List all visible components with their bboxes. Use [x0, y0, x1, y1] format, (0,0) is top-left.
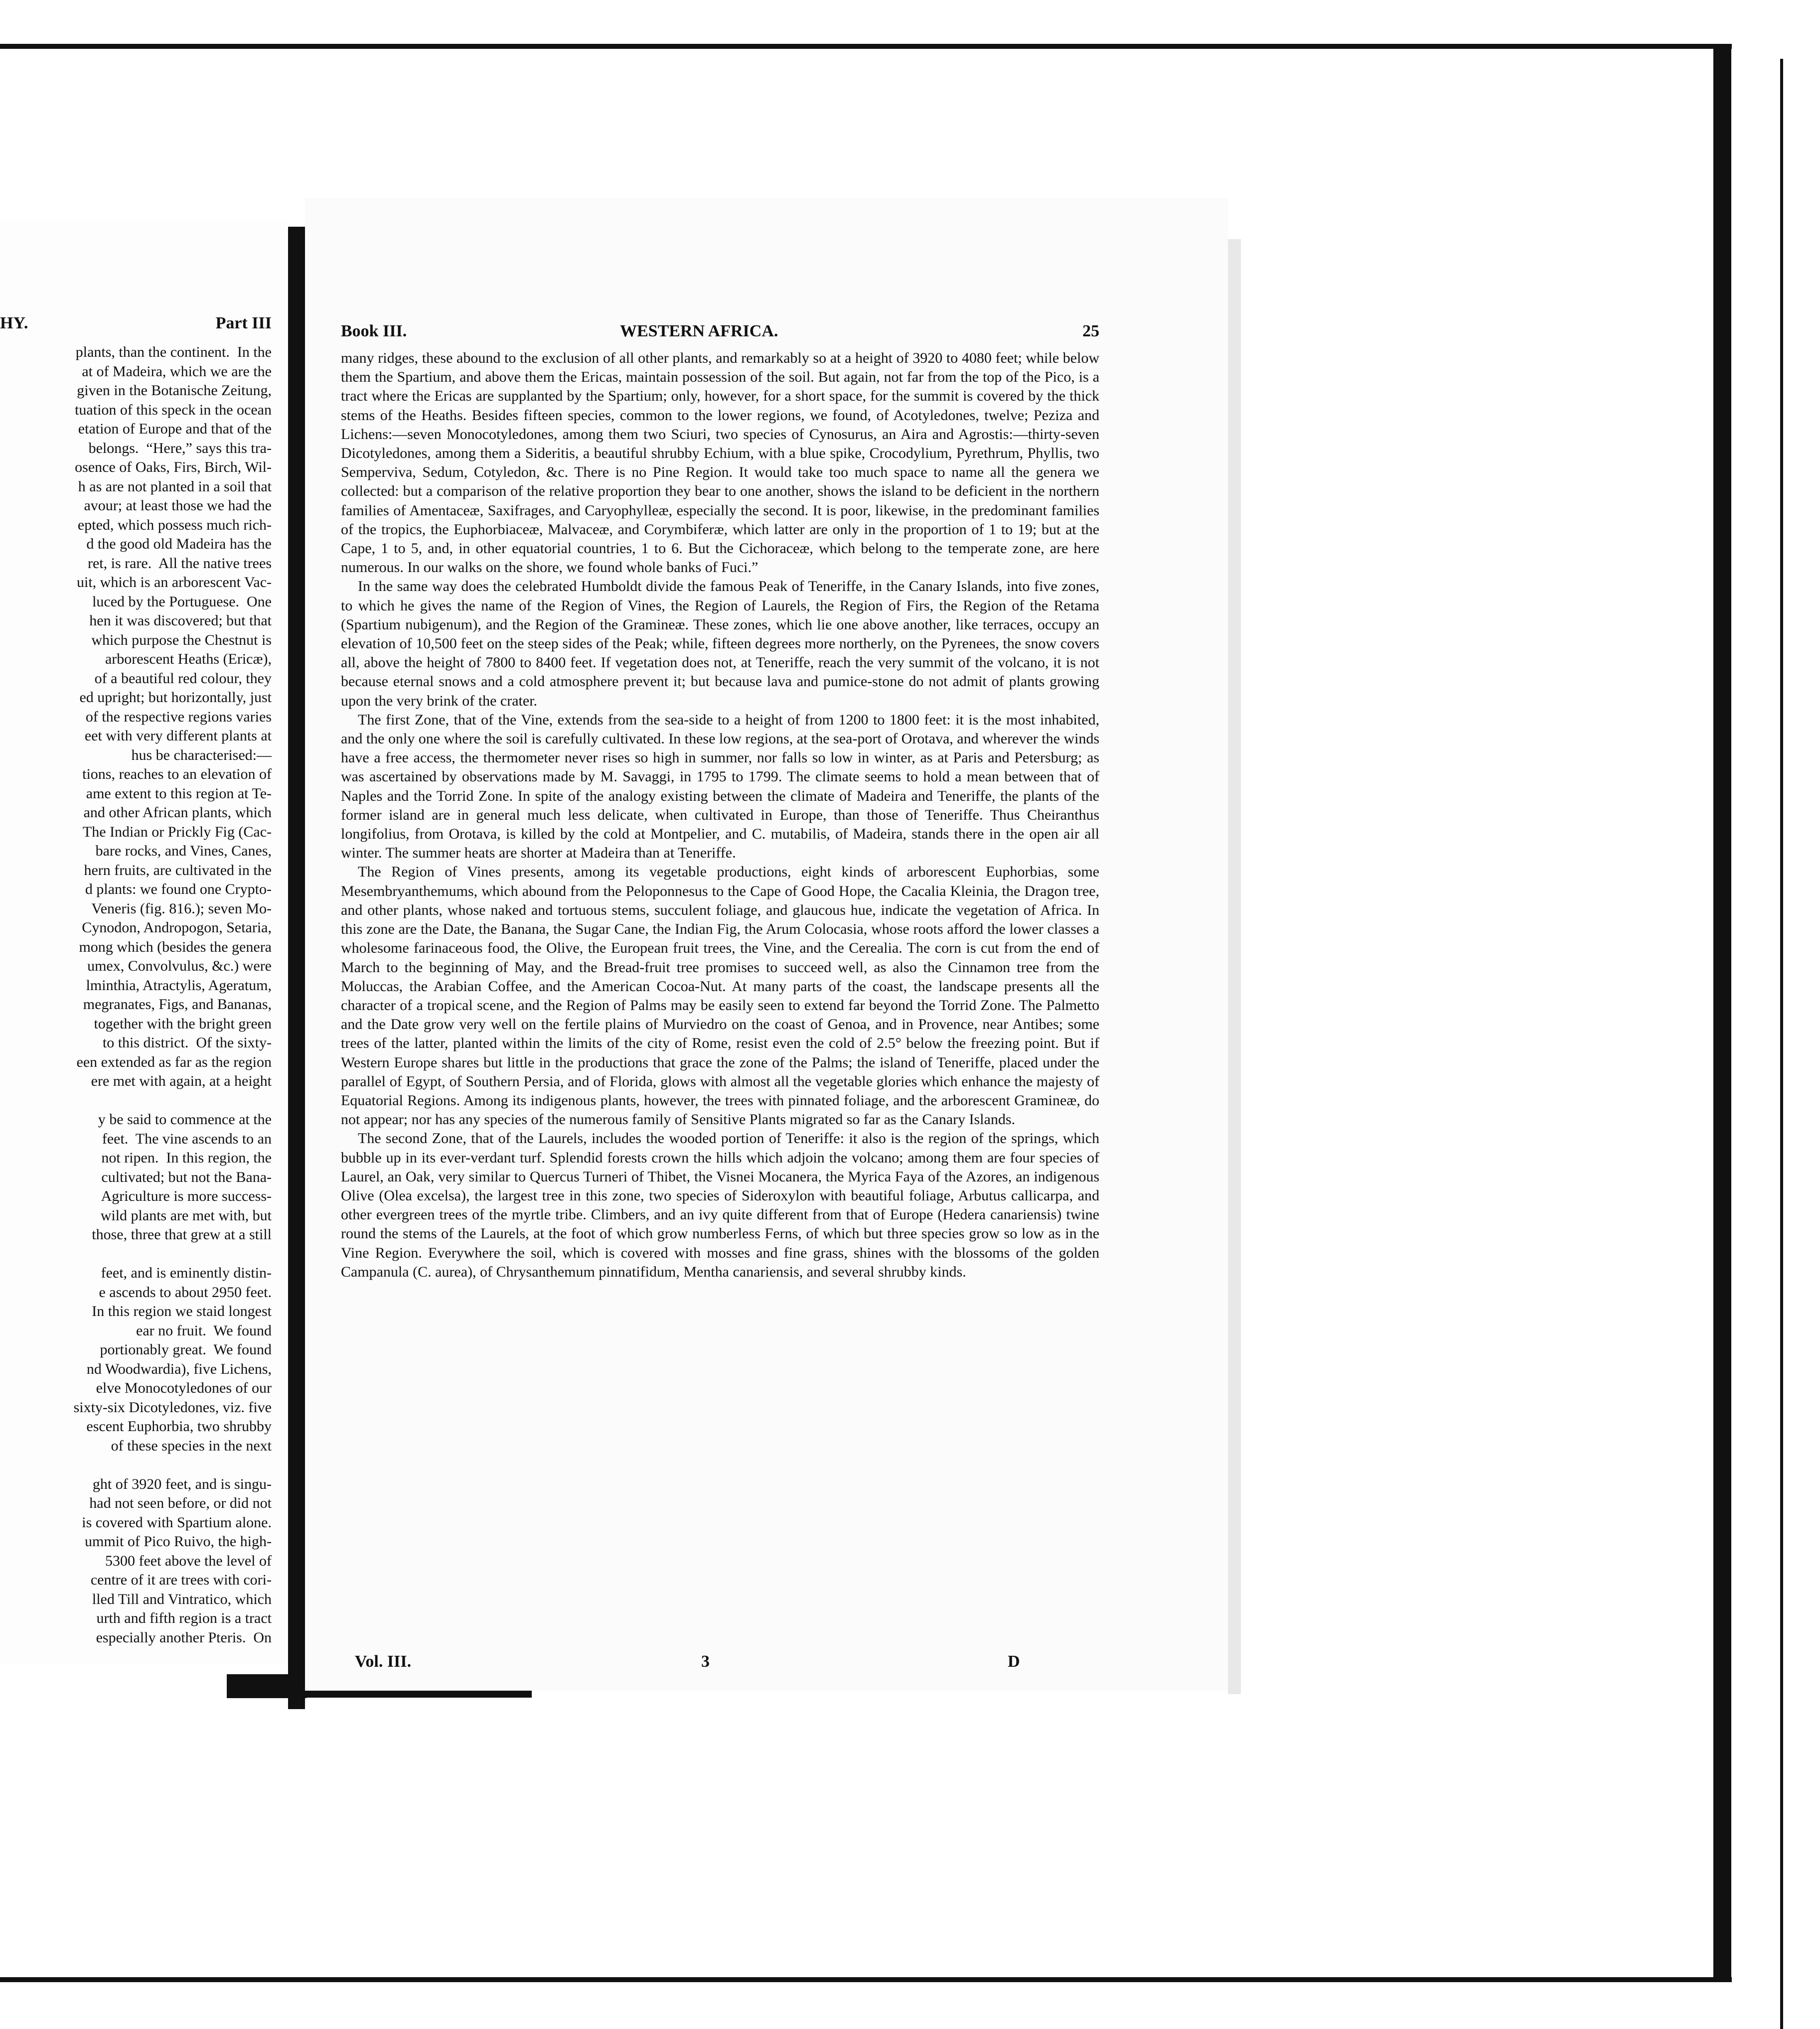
paragraph: The second Zone, that of the Laurels, includes the wooded portion of Teneriffe: it also is the region of the springs, which bubble up in its ever-verdant turf. Splendid forests crown the hills which adjoin the volcano; among them are four species of Laurel, an Oak, very similar to Quercus Turneri of Thibet, the Visnei Mocanera, the Myrica Faya of the Azores, an indigenous Olive (Olea excelsa), the largest tree in this zone, two species of Sideroxylon with beautiful foliage, Arbutus callicarpa, and other evergreen trees of the myrtle tribe. Climbers, and an ivy quite different from that of Europe (Hedera canariensis) twine round the stems of the Laurels, at the foot of which grow numberless Ferns, of which but three species grow so low as in the Vine Region. Everywhere the soil, which is covered with mosses and fine grass, shines with the blossoms of the golden Campanula (C. aurea), of Chrysanthemum pinnatifidum, Mentha canariensis, and several shrubby kinds.	[341, 1130, 1099, 1280]
left-text-line	[0, 1091, 272, 1111]
left-text-line: those, three that grew at a still	[92, 1226, 272, 1243]
paragraph: many ridges, these abound to the exclusion of all other plants, and remarkably so at a height of 3920 to 4080 feet; while below them the Spartium, and above them the Ericas, maintain possession of the soil. But again, not far from the top of the Pico, is a tract where the Ericas are supplanted by the Spartium; only, however, for a short space, for the summit is covered by the thick stems of the Heaths. Besides fifteen species, common to the lower regions, we found, of Acotyledones, twelve; Peziza and Lichens:—seven Monocotyledones, among them two Sciuri, two species of Cynosurus, an Aira and Agrostis:—thirty-seven Dicotyledones, among them a Sideritis, a beautiful shrubby Echium, with a blue spike, Crocodylium, Pyrethrum, Phyllis, two Semperviva, Sedum, Cotyledon, &c. There is no Pine Region. It would take too much space to name all the genera we collected: but a comparison of the relative proportion they bear to one another, shows the island to be deficient in the northern families of Amentaceæ, Saxifrages, and Caryophylleæ, especially the second. It is poor, likewise, in the predominant families of the tropics, the Euphorbiaceæ, Malvaceæ, and Corymbiferæ, which latter are only in the proportion of 1 to 19; but at the Cape, 1 to 5, and, in other equatorial countries, 1 to 6. But the Cichoraceæ, which belong to the temperate zone, are here numerous. In our walks on the shore, we found whole banks of Fuci.”	[341, 350, 1099, 576]
left-text-line: escent Euphorbia, two shrubby	[86, 1418, 272, 1435]
left-text-line: h as are not planted in a soil that	[78, 478, 272, 495]
paragraph: The first Zone, that of the Vine, extends from the sea-side to a height of from 1200 to 1800 feet: it is the most inhabited, and the only one where the soil is carefully cultivated. In these low regions, at the sea-port of Orotava, and wherever the winds have a free access, the thermometer never rises so high in summer, nor falls so low in winter, as at Paris and Petersburg; as was ascertained by observations made by M. Savaggi, in 1795 to 1799. The climate seems to hold a mean between that of Naples and the Torrid Zone. In spite of the analogy existing between the climate of Madeira and Teneriffe, the plants of the former island are in general much less delicate, when cultivated in Europe, than those of Teneriffe. Thus Cheiranthus longifolius, from Orotava, is killed by the cold at Montpelier, and C. mutabilis, of Madeira, stands there in the open air all winter. The summer heats are shorter at Madeira than at Teneriffe.	[341, 711, 1100, 862]
volume-label: Vol. III.	[355, 1652, 412, 1671]
left-text-line: The Indian or Prickly Fig (Cac-	[82, 823, 272, 840]
left-text-line: ummit of Pico Ruivo, the high-	[85, 1533, 272, 1550]
left-text-line: especially another Pteris. On	[96, 1629, 272, 1646]
left-text-line: ed upright; but horizontally, just	[79, 689, 272, 706]
left-text-line: mong which (besides the genera	[79, 938, 272, 955]
left-text-line: epted, which possess much rich-	[77, 516, 272, 533]
left-text-line: feet, and is eminently distin-	[101, 1265, 272, 1281]
left-text-line: is covered with Spartium alone.	[82, 1514, 272, 1531]
left-page-text	[0, 343, 272, 1647]
left-text-line: of these species in the next	[111, 1437, 272, 1454]
left-text-line: urth and fifth region is a tract	[96, 1610, 272, 1626]
left-text-line: belongs. “Here,” says this tra-	[88, 439, 272, 456]
left-page-header	[0, 314, 272, 333]
left-text-line: together with the bright green	[94, 1015, 272, 1032]
left-text-line: een extended as far as the region	[76, 1053, 272, 1070]
left-text-line: hern fruits, are cultivated in the	[84, 862, 272, 878]
left-text-line: e ascends to about 2950 feet.	[99, 1284, 272, 1301]
left-text-line: osence of Oaks, Firs, Birch, Wil-	[75, 459, 272, 475]
left-text-line	[0, 1245, 272, 1264]
page-number: 25	[1082, 322, 1099, 340]
left-text-line: nd Woodwardia), five Lichens,	[86, 1360, 272, 1377]
left-text-line: wild plants are met with, but	[100, 1207, 272, 1224]
left-text-line: 5300 feet above the level of	[105, 1552, 272, 1569]
left-text-line: at of Madeira, which we are the	[82, 363, 272, 380]
left-text-line: ear no fruit. We found	[136, 1322, 272, 1339]
left-text-line: In this region we staid longest	[92, 1303, 272, 1319]
left-text-line: ght of 3920 feet, and is singu-	[92, 1475, 272, 1492]
left-text-line: Cynodon, Andropogon, Setaria,	[82, 919, 272, 936]
left-text-line: cultivated; but not the Bana-	[101, 1168, 272, 1185]
left-text-line: lminthia, Atractylis, Ageratum,	[86, 977, 272, 994]
left-text-line: Agriculture is more success-	[101, 1188, 272, 1204]
left-text-line: ret, is rare. All the native trees	[87, 555, 272, 572]
left-text-line: hen it was discovered; but that	[89, 612, 272, 629]
scan-frame-right	[1713, 44, 1731, 1977]
left-text-line: not ripen. In this region, the	[101, 1150, 272, 1166]
left-text-line: ame extent to this region at Te-	[86, 785, 272, 802]
left-text-line: lled Till and Vintratico, which	[92, 1591, 272, 1607]
left-text-line: to this district. Of the sixty-	[102, 1034, 272, 1051]
left-text-line	[0, 1455, 272, 1475]
left-text-line: d plants: we found one Crypto-	[85, 881, 272, 897]
left-text-line: y be said to commence at the	[98, 1111, 272, 1128]
left-text-line: given in the Botanische Zeitung,	[77, 382, 272, 399]
left-text-line: d the good old Madeira has the	[86, 536, 272, 552]
left-text-line: tions, reaches to an elevation of	[82, 766, 272, 782]
left-text-line: plants, than the continent. In the	[75, 344, 272, 360]
left-text-line: elve Monocotyledones of our	[96, 1380, 272, 1396]
adjacent-scan-edge	[1780, 59, 1820, 2029]
left-text-line: portionably great. We found	[100, 1341, 272, 1358]
left-text-line: uit, which is an arborescent Vac-	[77, 574, 272, 590]
book-spine	[288, 227, 305, 1709]
left-text-line: bare rocks, and Vines, Canes,	[95, 843, 272, 859]
left-text-line: had not seen before, or did not	[89, 1495, 272, 1511]
book-label: Book III.	[341, 322, 407, 340]
paragraph: In the same way does the celebrated Humboldt divide the famous Peak of Teneriffe, in the Canary Islands, into five zones, to which he gives the name of the Region of Vines, the Region of Laurels, the Region of Firs, the Region of the Retama (Spartium nubigenum), and the Region of the Gramineæ. These zones, which lie one above another, like terraces, occupy an elevation of 10,500 feet on the steep sides of the Peak; while, fifteen degrees more northerly, on the Pyrenees, the snow covers all, above the height of 7800 to 8400 feet. If vegetation does not, at Teneriffe, reach the very summit of the volcano, it is not because eternal snows and a cold atmosphere prevent it; but because lava and pumice-stone do not admit of plants growing upon the very brink of the crater.	[341, 578, 1099, 709]
left-text-line: Veneris (fig. 816.); seven Mo-	[91, 900, 272, 917]
page-body	[341, 349, 1099, 1282]
left-page	[0, 219, 288, 1664]
left-text-line: avour; at least those we had the	[84, 497, 272, 514]
left-text-line: hus be characterised:—	[131, 746, 272, 763]
left-running-title: HY.	[0, 314, 28, 332]
left-text-line: sixty-six Dicotyledones, viz. five	[73, 1399, 272, 1416]
left-text-line: of the respective regions varies	[85, 708, 272, 725]
running-title: WESTERN AFRICA.	[620, 322, 778, 340]
scan-frame-bottom	[0, 1977, 1732, 1982]
page-edge-shadow	[1228, 239, 1241, 1694]
left-text-line: luced by the Portuguese. One	[92, 593, 272, 610]
signature-number: 3	[701, 1652, 710, 1671]
left-text-line: arborescent Heaths (Ericæ),	[105, 651, 272, 667]
left-text-line: of a beautiful red colour, they	[94, 670, 272, 687]
left-text-line: feet. The vine ascends to an	[102, 1130, 272, 1147]
left-text-line: megranates, Figs, and Bananas,	[83, 996, 272, 1013]
left-text-line: ere met with again, at a height	[91, 1073, 272, 1089]
paragraph: The Region of Vines presents, among its vegetable productions, eight kinds of arborescent Euphorbias, some Mesembryanthemums, which abound from the Peloponnesus to the Cape of Good Hope, the Cacalia Kleinia, the Dragon tree, and other plants, whose naked and tortuous stems, succulent foliage, and glaucous hue, indicate the vegetation of Africa. In this zone are the Date, the Banana, the Sugar Cane, the Indian Fig, the Arum Colocasia, whose roots afford the lower classes a wholesome farinaceous food, the Olive, the European fruit trees, the Vine, and the Cerealia. The corn is cut from the end of March to the beginning of May, and the Bread-fruit tree promises to succeed well, as also the Cinnamon tree from the Moluccas, the Arabian Coffee, and the American Cocoa-Nut. At many parts of the coast, the landscape presents all the character of a tropical scene, and the Region of Palms may be easily seen to extend far beyond the Torrid Zone. The Palmetto and the Date grow very well on the fertile plains of Murviedro on the coast of Genoa, and in Provence, near Antibes; some trees of the latter, planted within the limits of the city of Rome, resist even the cold of 2.5° below the freezing point. But if Western Europe shares but little in the productions that grace the zone of the Palms; the island of Teneriffe, placed under the parallel of Egypt, of Southern Persia, and of Florida, glows with almost all the vegetable glories which enhance the majesty of Equatorial Regions. Among its indigenous plants, however, the trees with pinnated foliage, and the arborescent Gramineæ, do not appear; nor has any species of the numerous family of Sensitive Plants migrated so far as the Canary Islands.	[341, 864, 1099, 1128]
left-text-line: eet with very different plants at	[84, 727, 272, 744]
left-text-line: etation of Europe and that of the	[78, 421, 272, 437]
left-text-line: centre of it are trees with cori-	[90, 1572, 272, 1588]
left-text-line: and other African plants, which	[83, 804, 272, 821]
signature-letter: D	[1008, 1652, 1020, 1671]
right-page	[305, 198, 1228, 1691]
left-text-line: umex, Convolvulus, &c.) were	[87, 958, 272, 974]
left-part-label: Part III	[215, 314, 272, 332]
left-text-line: which purpose the Chestnut is	[91, 631, 272, 648]
scan-frame-top	[0, 44, 1732, 49]
left-text-line: tuation of this speck in the ocean	[75, 401, 272, 418]
